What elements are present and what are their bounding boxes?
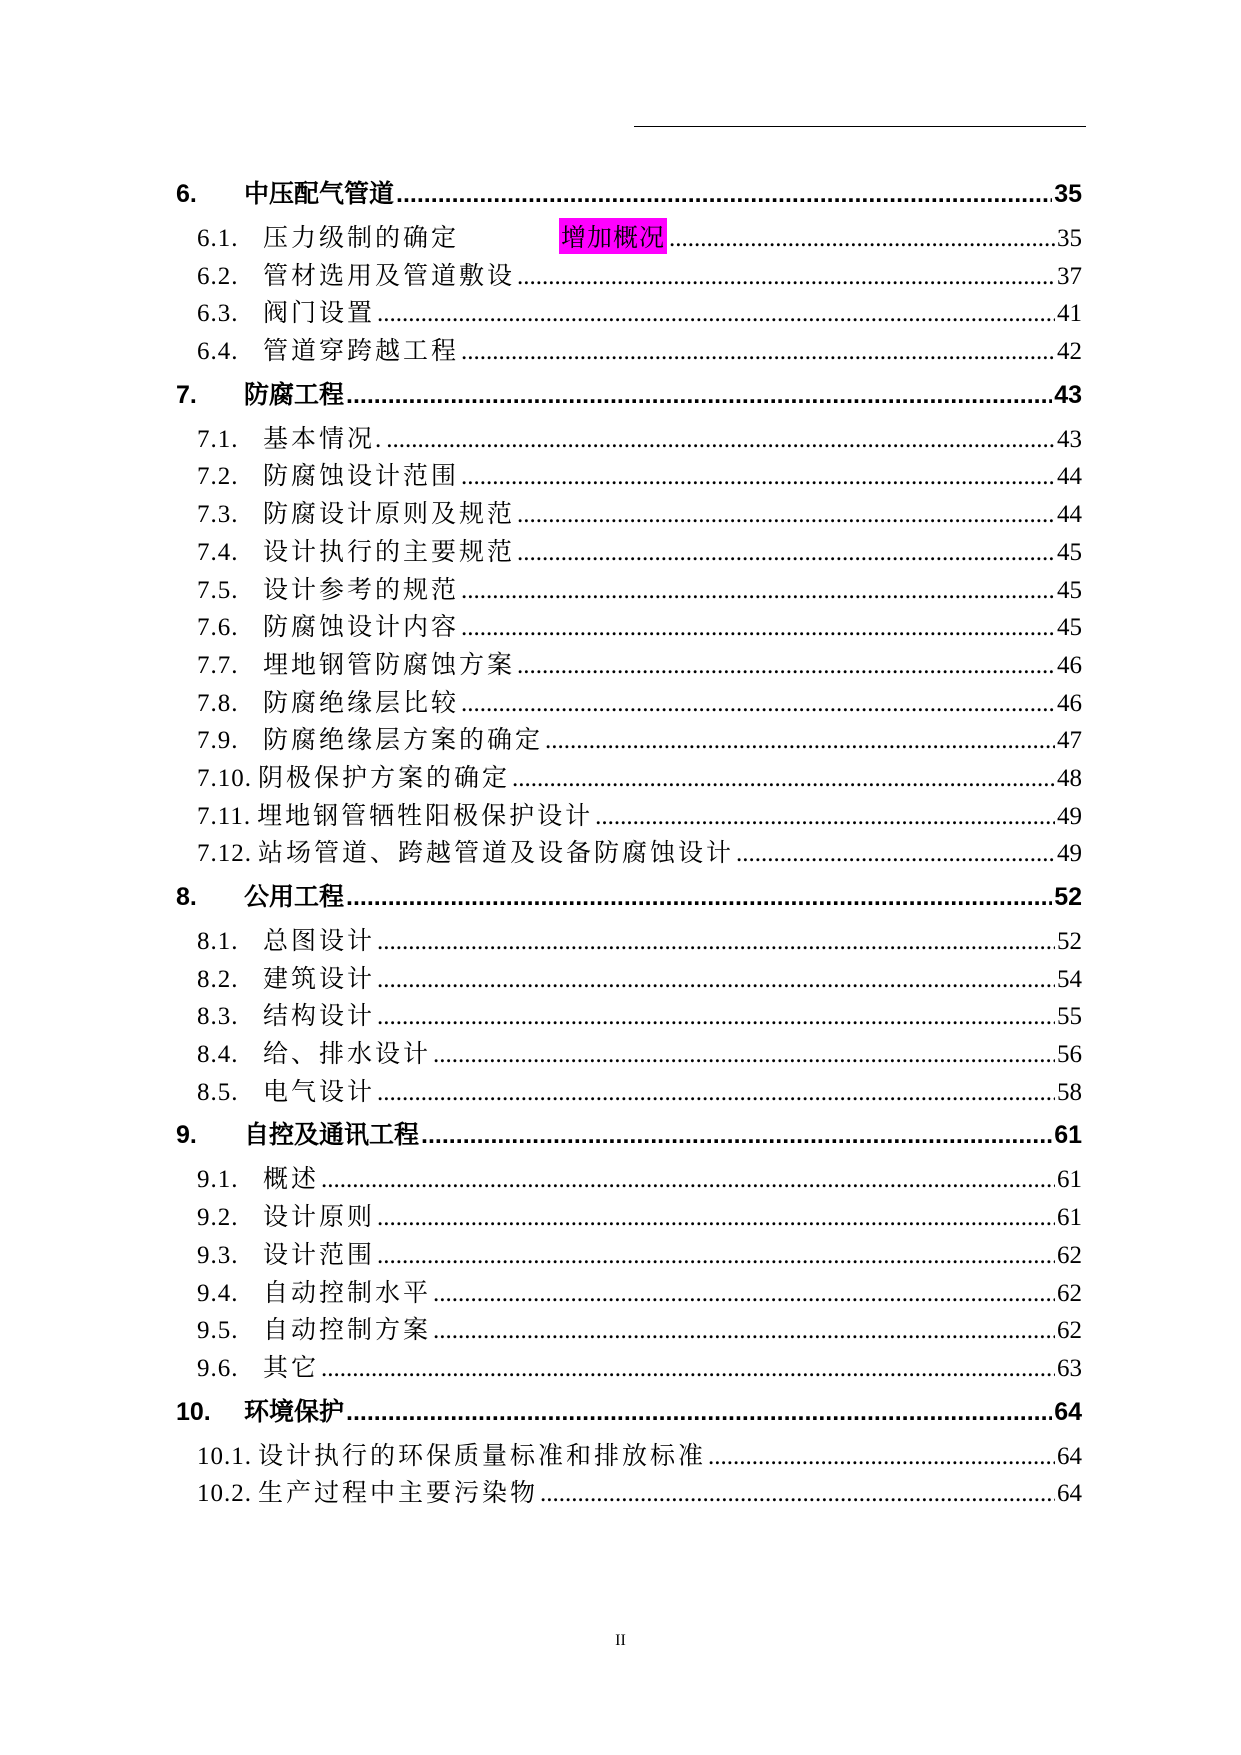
- toc-subsection-entry[interactable]: [176, 921, 1082, 959]
- toc-dot-leader: [321, 1166, 1055, 1194]
- toc-subsection-number: 7.11.: [197, 802, 252, 830]
- toc-subsection-title: 防腐蚀设计内容: [263, 614, 460, 642]
- toc-subsection-title: 设计执行的环保质量标准和排放标准: [258, 1442, 707, 1470]
- toc-dot-leader: [377, 966, 1055, 994]
- toc-dot-leader: [433, 1317, 1055, 1345]
- toc-page-number: 35: [1054, 180, 1082, 208]
- toc-subsection-number: 7.5.: [197, 576, 239, 604]
- toc-subsection-number: 8.5.: [197, 1078, 239, 1106]
- toc-dot-leader: [433, 1280, 1055, 1308]
- toc-page-number: 44: [1057, 463, 1082, 491]
- toc-dot-leader: [461, 690, 1055, 718]
- toc-page-number: 47: [1057, 727, 1082, 755]
- toc-subsection-number: 7.10.: [197, 764, 252, 792]
- toc-subsection-entry[interactable]: [176, 570, 1082, 608]
- page-footer-number: II: [615, 1632, 626, 1649]
- toc-subsection-entry[interactable]: [176, 218, 1082, 256]
- toc-dot-leader: [346, 381, 1052, 410]
- toc-dot-leader: [461, 577, 1055, 605]
- toc-subsection-title: 压力级制的确定: [263, 225, 460, 252]
- toc-subsection-title: 自动控制方案: [263, 1317, 432, 1345]
- toc-subsection-entry[interactable]: [176, 796, 1082, 834]
- toc-subsection-title: 管材选用及管道敷设: [263, 262, 516, 290]
- toc-subsection-number: 9.1.: [197, 1166, 239, 1194]
- toc-section-title: 自控及通讯工程: [244, 1121, 420, 1150]
- header-rule: [634, 126, 1086, 127]
- toc-subsection-entry[interactable]: [176, 607, 1082, 645]
- toc-subsection-entry[interactable]: [176, 720, 1082, 758]
- toc-page-number: 64: [1054, 1397, 1082, 1426]
- toc-page-number: 46: [1057, 689, 1082, 717]
- toc-subsection-entry[interactable]: [176, 833, 1082, 871]
- toc-page-number: 61: [1057, 1166, 1082, 1194]
- toc-section-number: 9.: [176, 1121, 197, 1150]
- toc-subsection-title: 总图设计: [263, 928, 376, 955]
- toc-dot-leader: [461, 614, 1055, 642]
- toc-section-entry[interactable]: [176, 375, 1082, 419]
- toc-dot-leader: [377, 928, 1055, 956]
- toc-subsection-title: 概述: [263, 1166, 320, 1194]
- toc-dot-leader: [386, 426, 1055, 454]
- toc-subsection-title: 其它: [263, 1354, 320, 1382]
- toc-subsection-entry[interactable]: [176, 1072, 1082, 1110]
- toc-subsection-entry[interactable]: [176, 959, 1082, 997]
- toc-subsection-title: 设计执行的主要规范: [263, 538, 516, 566]
- toc-subsection-title: 防腐蚀设计范围: [263, 463, 460, 491]
- toc-dot-leader: [517, 501, 1055, 529]
- toc-dot-leader: [346, 883, 1052, 912]
- toc-page-number: 49: [1057, 802, 1082, 830]
- toc-dot-leader: [346, 1398, 1052, 1427]
- toc-page-number: 45: [1057, 614, 1082, 642]
- toc-dot-leader: [512, 765, 1055, 793]
- toc-section-number: 6.: [176, 180, 197, 208]
- toc-subsection-entry[interactable]: [176, 1310, 1082, 1348]
- toc-subsection-number: 8.4.: [197, 1041, 239, 1069]
- toc-subsection-entry[interactable]: [176, 331, 1082, 369]
- toc-dot-leader: [669, 225, 1055, 253]
- toc-subsection-title: 防腐绝缘层比较: [263, 689, 460, 717]
- toc-page-number: 52: [1057, 928, 1082, 955]
- toc-dot-leader: [517, 263, 1055, 291]
- toc-subsection-number: 8.2.: [197, 965, 239, 993]
- toc-page-number: 62: [1057, 1241, 1082, 1269]
- toc-page-number: 55: [1057, 1003, 1082, 1031]
- toc-subsection-number: 7.9.: [197, 727, 239, 755]
- toc-dot-leader: [433, 1041, 1055, 1069]
- toc-subsection-title: 自动控制水平: [263, 1279, 432, 1307]
- toc-subsection-entry[interactable]: [176, 1273, 1082, 1311]
- toc-subsection-entry[interactable]: [176, 1436, 1082, 1474]
- toc-subsection-number: 9.4.: [197, 1279, 239, 1307]
- toc-page-number: 58: [1057, 1078, 1082, 1106]
- toc-subsection-number: 6.1.: [197, 225, 239, 252]
- toc-page-number: 64: [1057, 1480, 1082, 1508]
- toc-dot-leader: [377, 1079, 1055, 1107]
- toc-page-number: 62: [1057, 1279, 1082, 1307]
- toc-section-entry[interactable]: [176, 877, 1082, 921]
- toc-section-entry[interactable]: [176, 1392, 1082, 1436]
- toc-subsection-number: 7.6.: [197, 614, 239, 642]
- toc-subsection-entry[interactable]: [176, 758, 1082, 796]
- toc-subsection-title: 防腐设计原则及规范: [263, 501, 516, 529]
- toc-subsection-title: 设计原则: [263, 1204, 376, 1232]
- toc-subsection-entry[interactable]: [176, 1235, 1082, 1273]
- toc-page-number: 48: [1057, 764, 1082, 792]
- toc-subsection-entry[interactable]: [176, 1159, 1082, 1197]
- toc-subsection-entry[interactable]: [176, 532, 1082, 570]
- toc-subsection-entry[interactable]: [176, 1197, 1082, 1235]
- toc-subsection-number: 10.1.: [197, 1442, 252, 1470]
- toc-section-title: 防腐工程: [244, 380, 345, 409]
- toc-subsection-title: 设计范围: [263, 1241, 376, 1269]
- toc-subsection-entry[interactable]: [176, 256, 1082, 294]
- toc-section-number: 8.: [176, 883, 197, 911]
- toc-page-number: 42: [1057, 338, 1082, 366]
- toc-subsection-title: 埋地钢管防腐蚀方案: [263, 651, 516, 679]
- toc-subsection-entry[interactable]: [176, 645, 1082, 683]
- toc-subsection-number: 8.3.: [197, 1003, 239, 1031]
- toc-page-number: 52: [1054, 883, 1082, 911]
- toc-subsection-title: 电气设计: [263, 1078, 376, 1106]
- toc-subsection-title: 给、排水设计: [263, 1041, 432, 1069]
- toc-page-number: 45: [1057, 576, 1082, 604]
- toc-subsection-entry[interactable]: [176, 1473, 1082, 1511]
- toc-subsection-entry[interactable]: [176, 996, 1082, 1034]
- toc-subsection-number: 6.3.: [197, 300, 239, 328]
- toc-subsection-entry[interactable]: [176, 1348, 1082, 1386]
- toc-page-number: 45: [1057, 538, 1082, 566]
- toc-page-number: 61: [1054, 1121, 1082, 1150]
- toc-subsection-number: 6.2.: [197, 262, 239, 290]
- toc-subsection-number: 7.3.: [197, 501, 239, 529]
- toc-subsection-entry[interactable]: [176, 494, 1082, 532]
- toc-page-number: 37: [1057, 262, 1082, 290]
- toc-section-title: 中压配气管道: [244, 180, 395, 208]
- toc-dot-leader: [545, 727, 1055, 755]
- toc-subsection-number: 10.2.: [197, 1480, 252, 1508]
- toc-subsection-number: 7.12.: [197, 840, 252, 868]
- toc-dot-leader: [708, 1443, 1055, 1471]
- toc-subsection-number: 7.2.: [197, 463, 239, 491]
- toc-subsection-number: 9.6.: [197, 1354, 239, 1382]
- toc-page-number: 62: [1057, 1317, 1082, 1345]
- toc-subsection-number: 9.2.: [197, 1204, 239, 1232]
- toc-subsection-number: 7.7.: [197, 651, 239, 679]
- toc-subsection-number: 9.3.: [197, 1241, 239, 1269]
- toc-dot-leader: [421, 1121, 1052, 1150]
- toc-page-number: 56: [1057, 1041, 1082, 1069]
- toc-subsection-title: 基本情况.: [263, 425, 385, 453]
- toc-page-number: 46: [1057, 651, 1082, 679]
- toc-dot-leader: [517, 652, 1055, 680]
- toc-dot-leader: [377, 1204, 1055, 1232]
- toc-subsection-title: 阀门设置: [263, 300, 376, 328]
- toc-section-entry[interactable]: [176, 1115, 1082, 1159]
- toc-subsection-title: 管道穿跨越工程: [263, 338, 460, 366]
- toc-dot-leader: [517, 539, 1055, 567]
- toc-subsection-number: 7.1.: [197, 425, 239, 453]
- toc-section-number: 7.: [176, 380, 197, 409]
- toc-subsection-number: 9.5.: [197, 1317, 239, 1345]
- toc-subsection-entry[interactable]: [176, 419, 1082, 457]
- toc-section-title: 公用工程: [244, 883, 345, 911]
- toc-subsection-title: 阴极保护方案的确定: [258, 764, 511, 792]
- toc-subsection-entry[interactable]: [176, 456, 1082, 494]
- toc-page-number: 61: [1057, 1204, 1082, 1232]
- toc-section-number: 10.: [176, 1397, 211, 1426]
- toc-page-number: 41: [1057, 300, 1082, 328]
- toc-section-title: 环境保护: [244, 1397, 345, 1426]
- toc-dot-leader: [540, 1480, 1055, 1508]
- toc-subsection-title: 防腐绝缘层方案的确定: [263, 727, 544, 755]
- toc-subsection-entry[interactable]: [176, 293, 1082, 331]
- table-of-contents: [176, 174, 1082, 1511]
- toc-page-number: 63: [1057, 1354, 1082, 1382]
- toc-page-number: 44: [1057, 501, 1082, 529]
- toc-subsection-title: 站场管道、跨越管道及设备防腐蚀设计: [258, 840, 735, 868]
- toc-page-number: 54: [1057, 965, 1082, 993]
- toc-subsection-entry[interactable]: [176, 1034, 1082, 1072]
- toc-subsection-entry[interactable]: [176, 683, 1082, 721]
- toc-dot-leader: [377, 1003, 1055, 1031]
- toc-page-number: 49: [1057, 840, 1082, 868]
- toc-page-number: 35: [1057, 225, 1082, 252]
- toc-subsection-title: 建筑设计: [263, 965, 376, 993]
- toc-dot-leader: [461, 338, 1055, 366]
- toc-subsection-number: 6.4.: [197, 338, 239, 366]
- toc-dot-leader: [377, 300, 1055, 328]
- toc-subsection-title: 结构设计: [263, 1003, 376, 1031]
- toc-subsection-title: 埋地钢管牺牲阳极保护设计: [257, 802, 594, 830]
- toc-dot-leader: [736, 840, 1055, 868]
- toc-section-entry[interactable]: [176, 174, 1082, 218]
- toc-dot-leader: [377, 1242, 1055, 1270]
- toc-subsection-title: 设计参考的规范: [263, 576, 460, 604]
- toc-subsection-number: 7.4.: [197, 538, 239, 566]
- toc-dot-leader: [396, 180, 1052, 209]
- toc-dot-leader: [595, 803, 1055, 831]
- toc-subsection-title: 生产过程中主要污染物: [258, 1480, 539, 1508]
- highlighted-note: 增加概况: [559, 218, 667, 254]
- toc-dot-leader: [461, 463, 1055, 491]
- toc-page-number: 43: [1057, 425, 1082, 453]
- toc-subsection-number: 8.1.: [197, 928, 239, 955]
- toc-subsection-number: 7.8.: [197, 689, 239, 717]
- toc-dot-leader: [321, 1355, 1055, 1383]
- toc-page-number: 64: [1057, 1442, 1082, 1470]
- toc-page-number: 43: [1054, 380, 1082, 409]
